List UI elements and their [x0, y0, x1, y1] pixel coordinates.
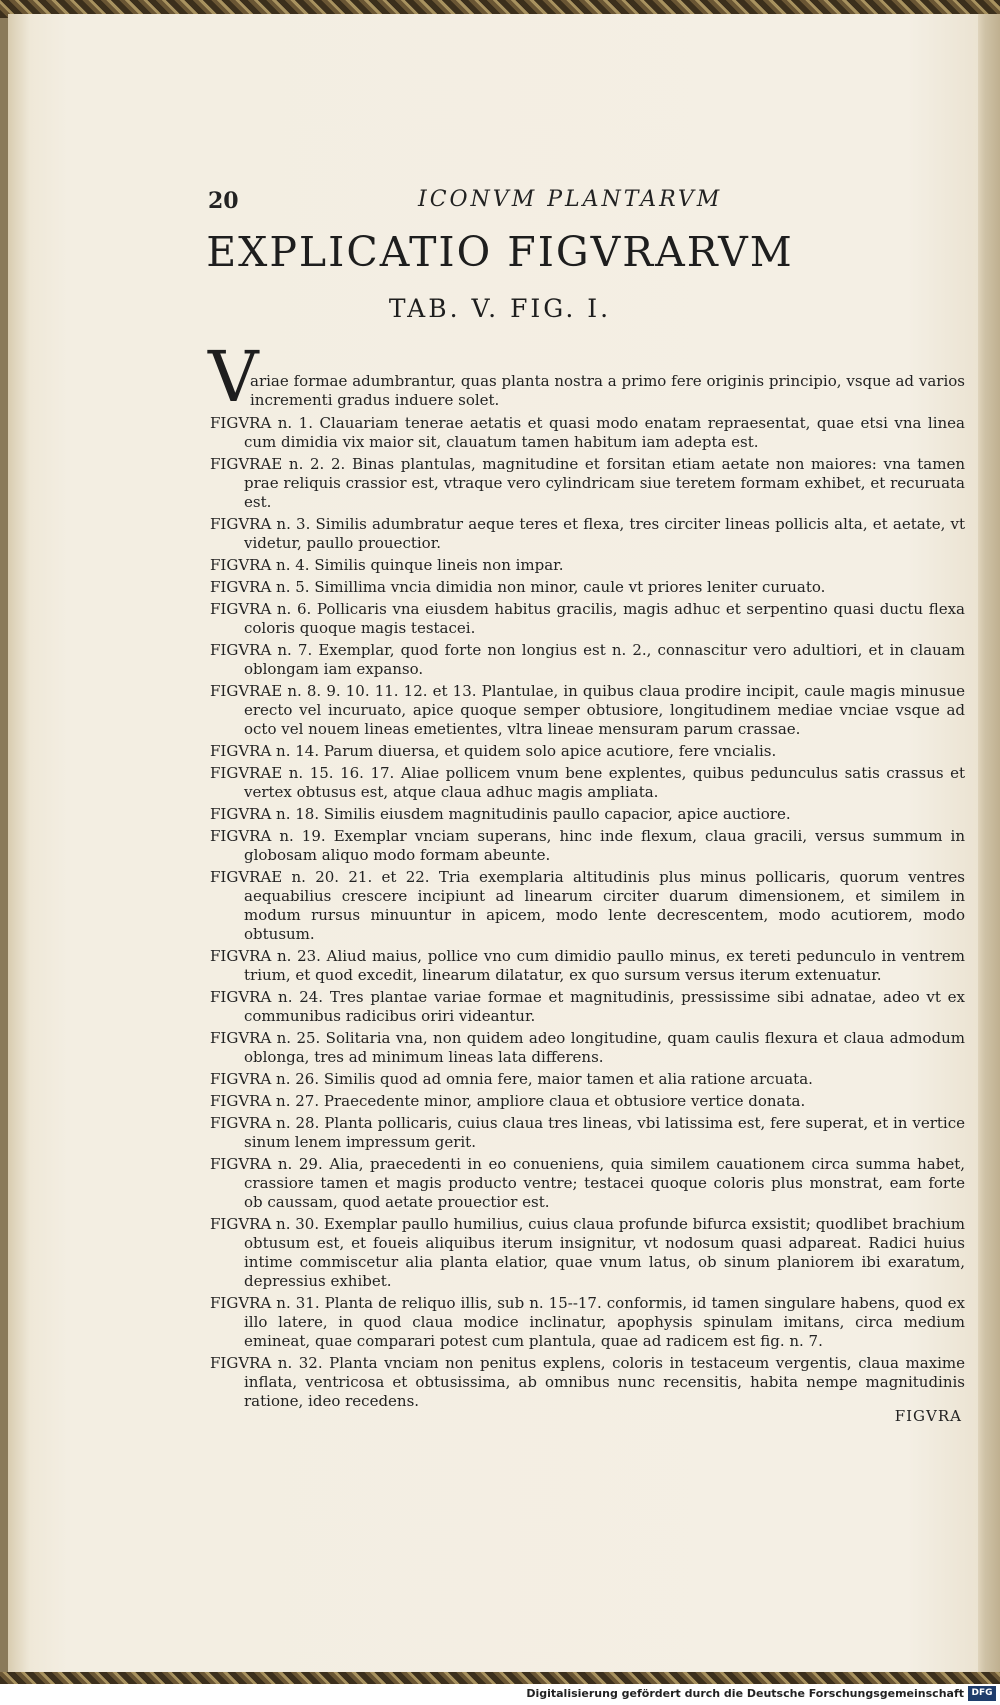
figure-entry: FIGVRA n. 4. Similis quinque lineis non impar.: [210, 556, 564, 574]
figure-entry: FIGVRA n. 27. Praecedente minor, ampliore claua et obtusiore vertice donata.: [210, 1092, 806, 1110]
figure-entry: FIGVRA n. 1. Clauariam tenerae aetatis et quasi modo enatam repraesentat, quae etsi vna linea cum dimidia vix maior sit, clauatum tamen habitum iam adepta est.: [210, 414, 965, 451]
figure-entry: FIGVRAE n. 2. 2. Binas plantulas, magnitudine et forsitan etiam aetate non maiores: vna tamen prae reliquis crassior est, vtraque vero cylindricam siue teretem formam exhibet, et recuruata est.: [210, 455, 965, 511]
catchword: FIGVRA: [894, 1407, 962, 1425]
figure-entry: FIGVRA n. 3. Similis adumbratur aeque teres et flexa, tres circiter lineas pollicis alta, et aetate, vt videtur, paullo prouectior.: [210, 515, 965, 552]
running-head: ICONVM PLANTARVM: [418, 187, 723, 212]
page-number: 20: [208, 188, 239, 214]
figure-entry: FIGVRA n. 25. Solitaria vna, non quidem adeo longitudine, quam caulis flexura et claua admodum oblonga, tres ad minimum lineas lata differens.: [210, 1029, 965, 1066]
figure-entry: FIGVRA n. 14. Parum diuersa, et quidem solo apice acutiore, fere vncialis.: [210, 742, 777, 760]
figure-entry: FIGVRAE n. 15. 16. 17. Aliae pollicem vnum bene explentes, quibus pedunculus satis crassus et vertex obtusus est, atque claua adhuc magis ampliata.: [210, 764, 965, 801]
dfg-logo: DFG: [968, 1686, 996, 1701]
figure-entry: FIGVRAE n. 20. 21. et 22. Tria exemplaria altitudinis plus minus pollicaris, quorum ventres aequabilius crescere incipiunt ad linearum circiter duarum dimensionem, et similem in modum rursus minuuntur in apicem, modo lente decrescentem, modo acutiorem, modo obtusum.: [210, 868, 965, 943]
figure-entry: FIGVRA n. 28. Planta pollicaris, cuius claua tres lineas, vbi latissima est, fere superat, et in vertice sinum lenem impressum gerit.: [210, 1114, 965, 1151]
page-subtitle: TAB. V. FIG. I.: [388, 294, 612, 323]
page-title: EXPLICATIO FIGVRARVM: [206, 228, 794, 276]
figure-entry: FIGVRA n. 5. Simillima vncia dimidia non minor, caule vt priores leniter curuato.: [210, 578, 826, 596]
figure-entry: FIGVRA n. 30. Exemplar paullo humilius, cuius claua profunde bifurca exsistit; quodlibet brachium obtusum est, et foueis aliquibus iterum insignitur, vt nodosum quasi adpareat. Radici huius intime commiscetur alia planta elatior, quae vnum latus, ob sinum planiorem ibi exaratum, depressius exhibet.: [210, 1215, 965, 1290]
figure-entry: FIGVRA n. 6. Pollicaris vna eiusdem habitus gracilis, magis adhuc et serpentino quasi ductu flexa coloris quoque magis testacei.: [210, 600, 965, 637]
figure-entry: FIGVRA n. 31. Planta de reliquo illis, sub n. 15--17. conformis, id tamen singulare habens, quod ex illo latere, in quod claua modice inclinatur, apophysis spinulam imitans, circa medium emineat, quae comparari potest cum plantula, quae ad radicem est fig. n. 7.: [210, 1294, 965, 1350]
figure-entry: FIGVRAE n. 8. 9. 10. 11. 12. et 13. Plantulae, in quibus claua prodire incipit, caule magis minusue erecto vel incuruato, apice quoque semper obtusiore, longitudinem mediae vnciae vsque ad octo vel nouem lineas emetientes, vltra lineae mensuram parum crassae.: [210, 682, 965, 738]
figure-entry: FIGVRA n. 32. Planta vnciam non penitus explens, coloris in testaceum vergentis, claua maxime inflata, ventricosa et obtusissima, ab omnibus nunc recensitis, habita nempe magnitudinis ratione, ideo recedens.: [210, 1354, 965, 1410]
figure-entry: FIGVRA n. 23. Aliud maius, pollice vno cum dimidio paullo minus, ex tereti pedunculo in ventrem trium, et quod excedit, linearum dilatatur, ex quo sursum versus iterum extenuatur.: [210, 947, 965, 984]
figure-entry: FIGVRA n. 26. Similis quod ad omnia fere, maior tamen et alia ratione arcuata.: [210, 1070, 813, 1088]
figure-entry: FIGVRA n. 19. Exemplar vnciam superans, hinc inde flexum, claua gracili, versus summum in globosam aliquo modo formam abeunte.: [210, 827, 965, 864]
book-bottom-edge: [0, 1672, 1000, 1684]
figure-entry: FIGVRA n. 24. Tres plantae variae formae et magnitudinis, pressissime sibi adnatae, adeo vt ex communibus radicibus oriri videantur.: [210, 988, 965, 1025]
digitization-credit: Digitalisierung gefördert durch die Deutsche Forschungsgemeinschaft: [526, 1687, 964, 1700]
drop-cap: V: [208, 336, 259, 418]
figure-entry: FIGVRA n. 29. Alia, praecedenti in eo conueniens, quia similem cauationem circa summa habet, crassiore tamen et magis producto ventre; testacei quoque coloris plus monstrat, eam forte ob caussam, quod aetate prouectior est.: [210, 1155, 965, 1211]
intro-paragraph: ariae formae adumbrantur, quas planta nostra a primo fere originis principio, vsque ad varios incrementi gradus induere solet.: [250, 372, 965, 409]
figure-entry: FIGVRA n. 7. Exemplar, quod forte non longius est n. 2., connascitur vero adultiori, et in clauam oblongam iam expanso.: [210, 641, 965, 678]
figure-entries-list: [210, 414, 965, 1414]
credit-bar: [0, 1684, 1000, 1705]
figure-entry: FIGVRA n. 18. Similis eiusdem magnitudinis paullo capacior, apice auctiore.: [210, 805, 791, 823]
